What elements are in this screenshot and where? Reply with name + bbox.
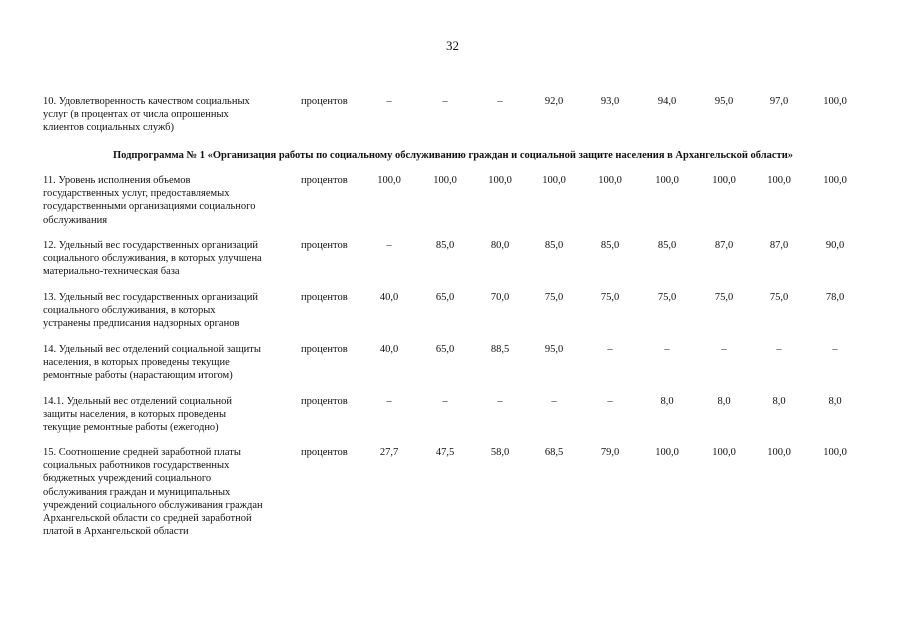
value-cell: 100,0 <box>712 175 736 186</box>
value-cell: 75,0 <box>544 292 564 303</box>
value-cell: 100,0 <box>598 175 622 186</box>
value-cell: 100,0 <box>542 175 566 186</box>
table-row <box>43 446 863 541</box>
unit-cell: процентов <box>301 292 348 303</box>
unit-cell: процентов <box>301 447 348 458</box>
table-row <box>43 291 863 343</box>
value-cell: – <box>664 344 670 355</box>
value-cell: 100,0 <box>823 96 847 107</box>
value-cell: 75,0 <box>769 292 789 303</box>
value-cell: – <box>497 396 503 407</box>
unit-cell: процентов <box>301 396 348 407</box>
value-cell: – <box>386 396 392 407</box>
indicator-name: 14.1. Удельный вес отделений социальной защиты населения, в которых проведены текущие ремонтные работы (ежегодно) <box>43 396 233 434</box>
value-cell: 85,0 <box>435 240 455 251</box>
value-cell: 100,0 <box>377 175 401 186</box>
value-cell: 92,0 <box>544 96 564 107</box>
value-cell: 85,0 <box>657 240 677 251</box>
value-cell: 58,0 <box>490 447 510 458</box>
value-cell: – <box>551 396 557 407</box>
value-cell: 8,0 <box>660 396 674 407</box>
value-cell: 100,0 <box>767 175 791 186</box>
value-cell: 75,0 <box>657 292 677 303</box>
value-cell: 100,0 <box>712 447 736 458</box>
indicator-name: 12. Удельный вес государственных организаций социального обслуживания, в которых улучшена материально-техническая база <box>43 240 262 278</box>
value-cell: 85,0 <box>544 240 564 251</box>
value-cell: 40,0 <box>379 344 399 355</box>
value-cell: – <box>386 240 392 251</box>
value-cell: 47,5 <box>435 447 455 458</box>
value-cell: 88,5 <box>490 344 510 355</box>
value-cell: 79,0 <box>600 447 620 458</box>
indicator-name: 13. Удельный вес государственных организаций социального обслуживания, в которых устранены предписания надзорных органов <box>43 292 259 330</box>
value-cell: 100,0 <box>433 175 457 186</box>
table-row <box>43 95 863 141</box>
indicator-name: 14. Удельный вес отделений социальной защиты населения, в которых проведены текущие ремонтные работы (нарастающим итогом) <box>43 344 261 382</box>
value-cell: 68,5 <box>544 447 564 458</box>
table-row <box>43 239 863 291</box>
value-cell: 80,0 <box>490 240 510 251</box>
value-cell: 70,0 <box>490 292 510 303</box>
value-cell: 100,0 <box>655 175 679 186</box>
table-row <box>43 174 863 239</box>
indicator-name: 15. Соотношение средней заработной платы социальных работников государственных бюджетных учреждений социального обслуживания граждан и муниципальных учреждений социального обслуживания граждан Архангельской области со средней заработной платой в Архангельской области <box>43 447 263 538</box>
unit-cell: процентов <box>301 344 348 355</box>
value-cell: – <box>607 344 613 355</box>
value-cell: – <box>832 344 838 355</box>
unit-cell: процентов <box>301 175 348 186</box>
page-number: 32 <box>446 38 459 53</box>
value-cell: – <box>442 396 448 407</box>
value-cell: 95,0 <box>544 344 564 355</box>
value-cell: – <box>497 96 503 107</box>
indicator-name: 11. Уровень исполнения объемов государственных услуг, предоставляемых государственными организациями социального обслуживания <box>43 175 256 226</box>
value-cell: 97,0 <box>769 96 789 107</box>
value-cell: 94,0 <box>657 96 677 107</box>
value-cell: 87,0 <box>714 240 734 251</box>
value-cell: 27,7 <box>379 447 399 458</box>
value-cell: – <box>607 396 613 407</box>
indicators-table <box>43 95 863 541</box>
value-cell: 8,0 <box>717 396 731 407</box>
value-cell: 100,0 <box>655 447 679 458</box>
table-row <box>43 395 863 446</box>
value-cell: 65,0 <box>435 292 455 303</box>
value-cell: 8,0 <box>772 396 786 407</box>
value-cell: – <box>721 344 727 355</box>
value-cell: – <box>776 344 782 355</box>
value-cell: 100,0 <box>823 447 847 458</box>
value-cell: 87,0 <box>769 240 789 251</box>
value-cell: 100,0 <box>767 447 791 458</box>
indicator-name: 10. Удовлетворенность качеством социальных услуг (в процентах от числа опрошенных клиентов социальных служб) <box>43 96 250 134</box>
value-cell: 78,0 <box>825 292 845 303</box>
table-row <box>43 343 863 395</box>
subprogram-heading: Подпрограмма № 1 «Организация работы по социальному обслуживанию граждан и социальной защите населения в Архангельской области» <box>112 150 793 161</box>
value-cell: 40,0 <box>379 292 399 303</box>
value-cell: 85,0 <box>600 240 620 251</box>
value-cell: – <box>386 96 392 107</box>
value-cell: – <box>442 96 448 107</box>
value-cell: 95,0 <box>714 96 734 107</box>
value-cell: 93,0 <box>600 96 620 107</box>
unit-cell: процентов <box>301 96 348 107</box>
value-cell: 100,0 <box>823 175 847 186</box>
unit-cell: процентов <box>301 240 348 251</box>
value-cell: 75,0 <box>600 292 620 303</box>
value-cell: 8,0 <box>828 396 842 407</box>
value-cell: 75,0 <box>714 292 734 303</box>
value-cell: 100,0 <box>488 175 512 186</box>
value-cell: 65,0 <box>435 344 455 355</box>
value-cell: 90,0 <box>825 240 845 251</box>
